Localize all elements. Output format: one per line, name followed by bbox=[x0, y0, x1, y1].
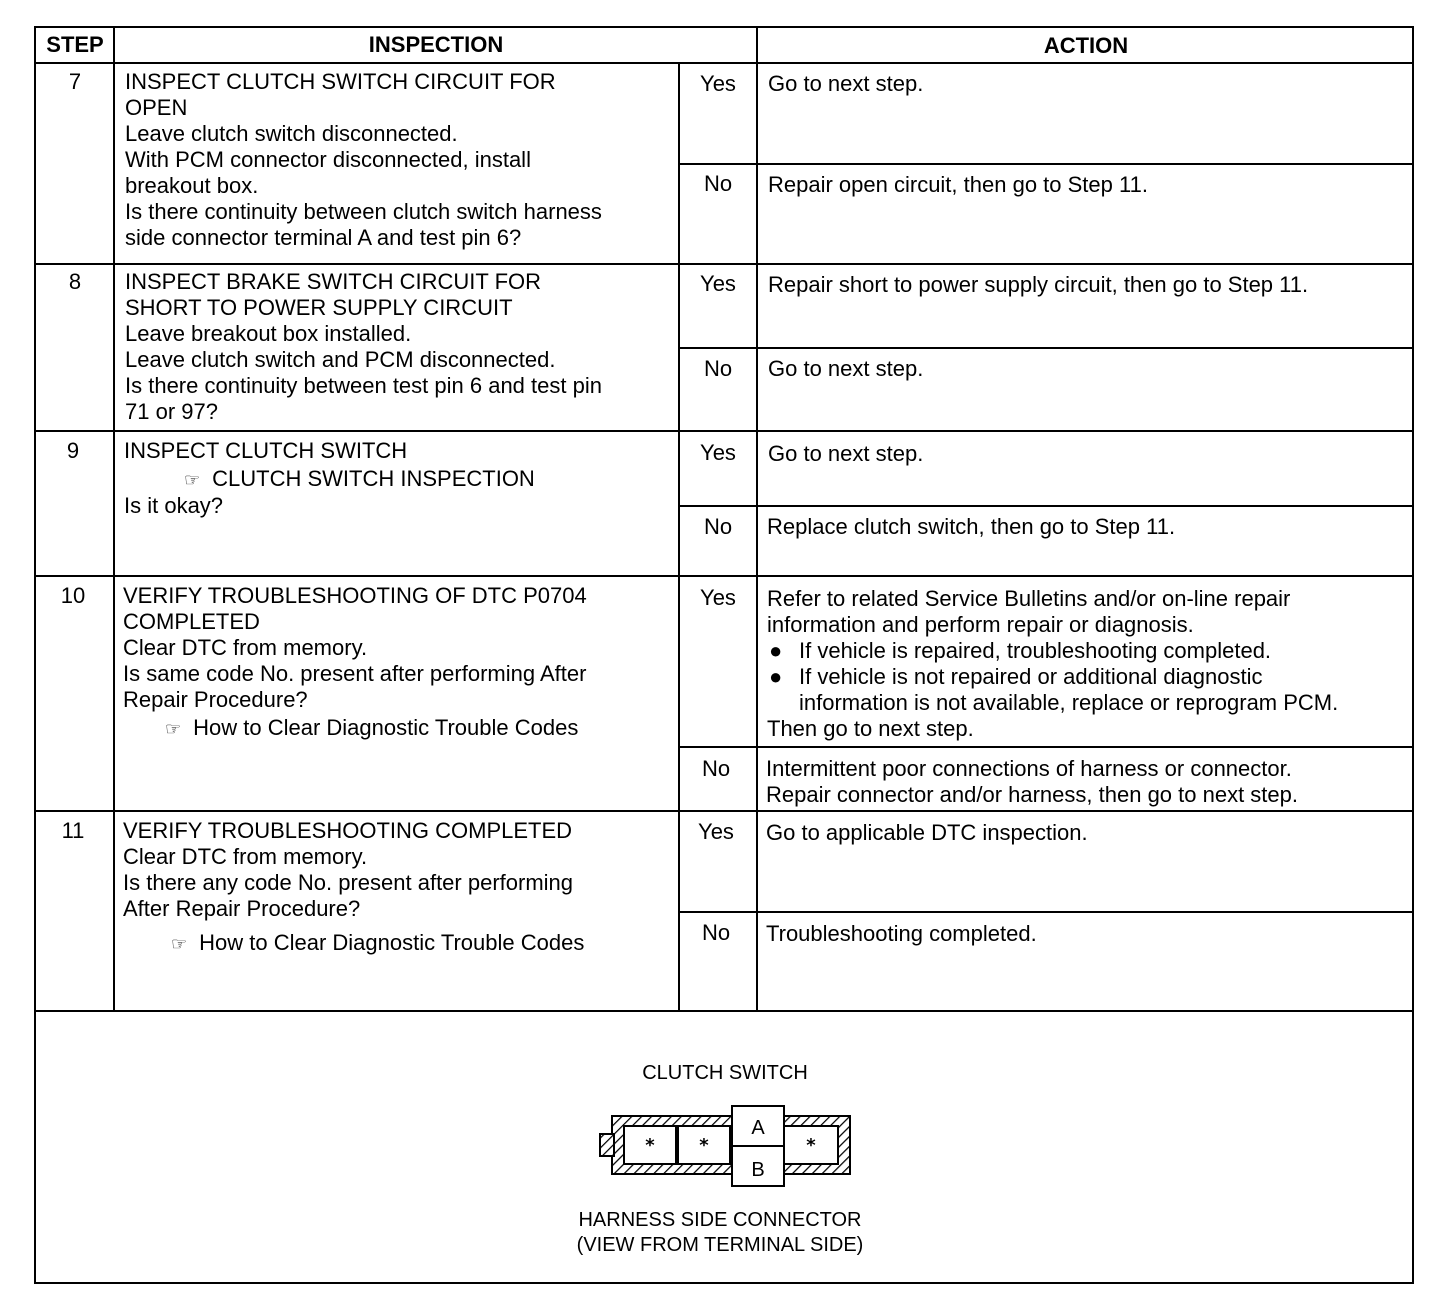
reference-line bbox=[123, 930, 675, 957]
bullet-dot-icon: ● bbox=[769, 638, 783, 663]
no-action: Intermittent poor connections of harness or connector. Repair connector and/or harness, then go to next step. bbox=[766, 756, 1298, 807]
terminal-a-label: A bbox=[751, 1117, 765, 1139]
action-column-divider bbox=[756, 26, 758, 1011]
step-number: 8 bbox=[68, 269, 82, 294]
yes-action: Repair short to power supply circuit, then go to Step 11. bbox=[768, 272, 1309, 297]
step-number: 11 bbox=[61, 818, 85, 843]
yes-no-divider bbox=[680, 347, 1414, 349]
row-divider bbox=[34, 810, 1414, 812]
yes-no-divider bbox=[680, 505, 1414, 507]
no-label: No bbox=[701, 756, 731, 781]
inspection-text: INSPECT CLUTCH SWITCH CIRCUIT FOR OPEN Leave clutch switch disconnected. With PCM connector disconnected, install breakout box. Is there continuity between clutch switch harness side connector terminal A and test pin 6? bbox=[125, 69, 602, 250]
yes-label: Yes bbox=[700, 585, 736, 610]
step-number: 7 bbox=[68, 69, 82, 94]
bullet-dot-icon: ● bbox=[769, 664, 783, 689]
reference-line bbox=[124, 466, 674, 493]
yes-action: Go to next step. bbox=[768, 71, 924, 96]
yes-action: Refer to related Service Bulletins and/or on-line repair information and perform repair or diagnosis. ● If vehicle is repaired, troubleshooting completed. ● If vehicle is not repaired or additional diagnostic information is not available, replace or reprogram PCM. Then go to next step. bbox=[767, 586, 1412, 742]
reference-link[interactable]: How to Clear Diagnostic Trouble Codes bbox=[199, 930, 585, 955]
bullet-item: ● If vehicle is repaired, troubleshooting completed. bbox=[769, 638, 1272, 663]
header-inspection: INSPECTION bbox=[368, 32, 504, 57]
row-divider bbox=[34, 575, 1414, 577]
yes-no-divider bbox=[680, 911, 1414, 913]
no-action: Repair open circuit, then go to Step 11. bbox=[768, 172, 1148, 197]
header-action: ACTION bbox=[1043, 33, 1129, 58]
yes-label: Yes bbox=[700, 440, 736, 465]
yes-no-divider bbox=[680, 746, 1414, 748]
no-label: No bbox=[701, 920, 731, 945]
yes-label: Yes bbox=[700, 271, 736, 296]
reference-link[interactable]: CLUTCH SWITCH INSPECTION bbox=[212, 466, 535, 491]
row-divider bbox=[34, 430, 1414, 432]
reference-hand-icon: ☞ bbox=[165, 719, 182, 739]
yes-label: Yes bbox=[698, 819, 734, 844]
inspection-text: VERIFY TROUBLESHOOTING OF DTC P0704 COMPLETED Clear DTC from memory. Is same code No. present after performing After Repair Procedure? ☞ How to Clear Diagnostic Trouble Codes bbox=[123, 583, 675, 742]
step-number: 10 bbox=[60, 583, 86, 608]
unused-pin-icon: * bbox=[645, 1135, 655, 1156]
diagram-title: CLUTCH SWITCH bbox=[642, 1062, 808, 1084]
reference-link[interactable]: How to Clear Diagnostic Trouble Codes bbox=[193, 715, 579, 740]
step-column-divider bbox=[113, 26, 115, 1011]
connector-diagram bbox=[590, 1098, 860, 1198]
step-number: 9 bbox=[66, 438, 80, 463]
yes-action: Go to applicable DTC inspection. bbox=[766, 820, 1088, 845]
inspection-text: INSPECT CLUTCH SWITCH ☞ CLUTCH SWITCH INSPECTION Is it okay? bbox=[124, 438, 674, 519]
no-action: Go to next step. bbox=[768, 356, 924, 381]
bullet-item: ● If vehicle is not repaired or additional diagnostic information is not available, replace or reprogram PCM. bbox=[769, 664, 1339, 715]
reference-hand-icon: ☞ bbox=[171, 934, 188, 954]
inspection-text: VERIFY TROUBLESHOOTING COMPLETED Clear DTC from memory. Is there any code No. present after performing After Repair Procedure? ☞ How to Clear Diagnostic Trouble Codes bbox=[123, 818, 675, 957]
yes-action: Go to next step. bbox=[768, 441, 924, 466]
row-divider bbox=[34, 263, 1414, 265]
no-label: No bbox=[703, 171, 733, 196]
table-bottom-divider bbox=[34, 1010, 1414, 1012]
terminal-b-label: B bbox=[751, 1159, 765, 1181]
no-label: No bbox=[703, 514, 733, 539]
no-label: No bbox=[703, 356, 733, 381]
connector-latch bbox=[600, 1134, 614, 1156]
no-action: Troubleshooting completed. bbox=[766, 921, 1037, 946]
diagram-caption: HARNESS SIDE CONNECTOR (VIEW FROM TERMINAL SIDE) bbox=[576, 1209, 864, 1256]
unused-pin-icon: * bbox=[699, 1135, 709, 1156]
header-divider bbox=[34, 62, 1414, 64]
inspection-text: INSPECT BRAKE SWITCH CIRCUIT FOR SHORT TO POWER SUPPLY CIRCUIT Leave breakout box installed. Leave clutch switch and PCM disconnected. Is there continuity between test pin 6 and test pin 71 or 97? bbox=[125, 269, 602, 424]
unused-pin-icon: * bbox=[806, 1135, 816, 1156]
reference-line bbox=[123, 715, 675, 742]
header-step: STEP bbox=[46, 32, 104, 57]
no-action: Replace clutch switch, then go to Step 11. bbox=[767, 514, 1176, 539]
yes-label: Yes bbox=[700, 71, 736, 96]
reference-hand-icon: ☞ bbox=[184, 470, 201, 490]
yes-no-divider bbox=[680, 163, 1414, 165]
